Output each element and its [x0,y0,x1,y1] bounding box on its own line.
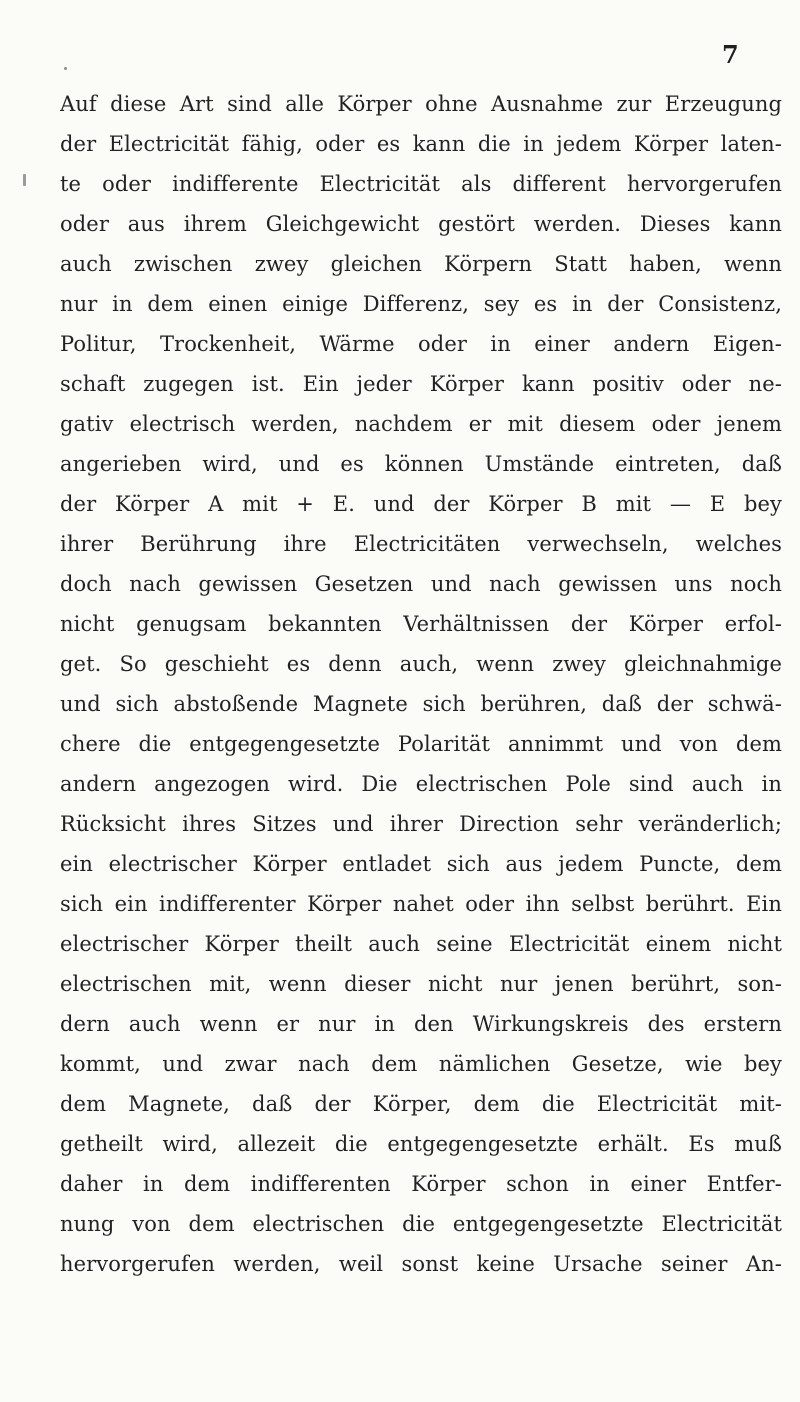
text-line: kommt, und zwar nach dem nämlichen Gesetze, wie bey [60,1052,782,1076]
text-line: Rücksicht ihres Sitzes und ihrer Direction sehr veränderlich; [60,812,782,836]
text-line: getheilt wird, allezeit die entgegengesetzte erhält. Es muß [60,1132,782,1156]
text-line: angerieben wird, und es können Umstände eintreten, daß [60,452,782,476]
text-line: get. So geschieht es denn auch, wenn zwey gleichnahmige [60,652,782,676]
text-line: hervorgerufen werden, weil sonst keine Ursache seiner An- [60,1252,782,1276]
text-line: electrischer Körper theilt auch seine Electricität einem nicht [60,932,782,956]
body-text [60,84,782,1284]
text-line: nicht genugsam bekannten Verhältnissen der Körper erfol- [60,612,782,636]
text-line: der Körper A mit + E. und der Körper B mit — E bey [60,492,782,516]
text-line: daher in dem indifferenten Körper schon in einer Entfer- [60,1172,782,1196]
text-line: electrischen mit, wenn dieser nicht nur jenen berührt, son- [60,972,782,996]
page-number: 7 [722,40,739,69]
text-line: und sich abstoßende Magnete sich berühren, daß der schwä- [60,692,782,716]
text-line: nur in dem einen einige Differenz, sey es in der Consistenz, [60,292,782,316]
text-line: sich ein indifferenter Körper nahet oder ihn selbst berührt. Ein [60,892,782,916]
margin-mark [23,174,26,186]
text-line: dem Magnete, daß der Körper, dem die Electricität mit- [60,1092,782,1116]
text-line: Politur, Trockenheit, Wärme oder in einer andern Eigen- [60,332,782,356]
text-line: der Electricität fähig, oder es kann die in jedem Körper laten- [60,132,782,156]
ink-speck [64,67,67,70]
text-line: oder aus ihrem Gleichgewicht gestört werden. Dieses kann [60,212,782,236]
text-line: ein electrischer Körper entladet sich aus jedem Puncte, dem [60,852,782,876]
text-line: dern auch wenn er nur in den Wirkungskreis des erstern [60,1012,782,1036]
text-line: te oder indifferente Electricität als different hervorgerufen [60,172,782,196]
text-line: schaft zugegen ist. Ein jeder Körper kann positiv oder ne- [60,372,782,396]
text-line: gativ electrisch werden, nachdem er mit diesem oder jenem [60,412,782,436]
text-line: nung von dem electrischen die entgegengesetzte Electricität [60,1212,782,1236]
text-line: andern angezogen wird. Die electrischen Pole sind auch in [60,772,782,796]
text-line: ihrer Berührung ihre Electricitäten verwechseln, welches [60,532,782,556]
text-line: auch zwischen zwey gleichen Körpern Statt haben, wenn [60,252,782,276]
text-line: chere die entgegengesetzte Polarität annimmt und von dem [60,732,782,756]
text-line: Auf diese Art sind alle Körper ohne Ausnahme zur Erzeugung [60,92,782,116]
text-line: doch nach gewissen Gesetzen und nach gewissen uns noch [60,572,782,596]
